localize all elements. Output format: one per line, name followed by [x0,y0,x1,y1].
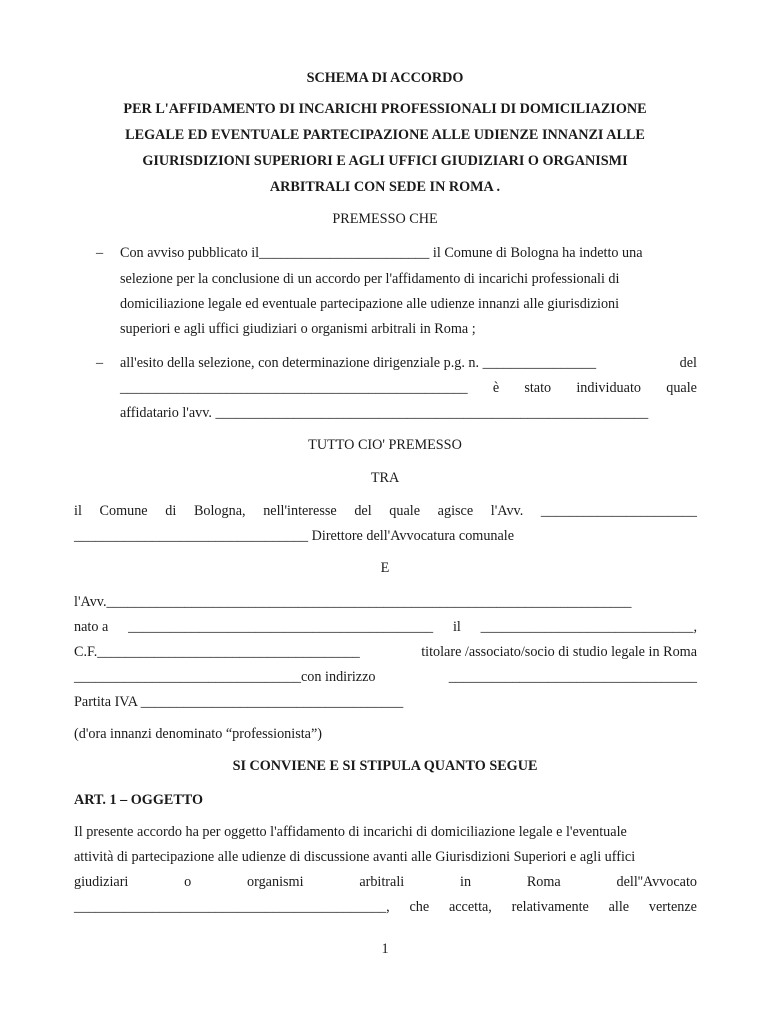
tutto-premesso-heading: TUTTO CIO' PREMESSO [308,437,462,453]
art1-line-2: attività di partecipazione alle udienze di discussione avanti alle Giurisdizioni Superiori e agli uffici [74,849,636,865]
title-line-5: ARBITRALI CON SEDE IN ROMA . [269,179,501,195]
text-fragment: l'Avv. [490,503,524,519]
bullet-1-line-4: superiori e agli uffici giudiziari o organismi arbitrali in Roma ; [120,321,476,337]
bullet-1-line-2: selezione per la conclusione di un accordo per l'affidamento di incarichi professionali di [120,271,620,287]
text-fragment: agisce [437,503,474,519]
comune-line-1 [74,504,697,518]
bullet-2-line-1 [120,356,697,370]
avv-line-4 [74,670,697,684]
text-fragment: in [460,874,472,890]
text-fragment: nato a [74,619,109,635]
text-fragment: ______________________ [540,503,697,519]
text-fragment: del [679,355,697,371]
title-line-1: SCHEMA DI ACCORDO [306,70,464,86]
text-fragment: vertenze [648,899,697,915]
text-fragment: ____________________________________________, [74,899,390,915]
text-fragment: di [165,503,177,519]
text-fragment: dell''Avvocato [616,874,697,890]
text-fragment: quale [666,380,697,396]
text-fragment: Comune [99,503,148,519]
text-fragment: giudiziari [74,874,129,890]
text-fragment: Roma [526,874,561,890]
tra-heading: TRA [370,470,400,486]
page-number: 1 [381,941,389,957]
text-fragment: C.F._____________________________________ [74,644,360,660]
text-fragment: che [409,899,430,915]
text-fragment: ________________________________con indirizzo [74,669,376,685]
bullet-2-line-3: affidatario l'avv. _____________________________________________________________ [120,405,649,421]
text-fragment: il [452,619,461,635]
art1-line-4 [74,900,697,914]
conviene-heading: SI CONVIENE E SI STIPULA QUANTO SEGUE [232,758,538,774]
text-fragment: ___________________________________ [448,669,697,685]
text-fragment: arbitrali [359,874,405,890]
text-fragment: è [492,380,500,396]
text-fragment: relativamente [511,899,589,915]
bullet-1-line-3: domiciliazione legale ed eventuale partecipazione alle udienze innanzi alle giurisdizioni [120,296,620,312]
avv-line-1: l'Avv.__________________________________________________________________________ [74,594,632,610]
text-fragment: nell'interesse [263,503,337,519]
bullet-1-dash: – [96,245,104,261]
text-fragment: o [184,874,192,890]
text-fragment: titolare /associato/socio di studio legale in Roma [421,644,697,660]
bullet-2-line-2 [120,381,697,395]
art1-line-3 [74,875,697,889]
avv-line-5: Partita IVA _____________________________________ [74,694,404,710]
title-line-2: PER L'AFFIDAMENTO DI INCARICHI PROFESSIONALI DI DOMICILIAZIONE [123,101,647,117]
avv-line-6: (d'ora innanzi denominato “professionista”) [74,726,322,742]
comune-line-2: _________________________________ Direttore dell'Avvocatura comunale [74,528,515,544]
text-fragment: individuato [576,380,641,396]
text-fragment: il [74,503,82,519]
premesso-heading: PREMESSO CHE [332,211,438,227]
text-fragment: all'esito della selezione, con determinazione dirigenziale p.g. n. ________________ [120,355,597,371]
text-fragment: ______________________________, [480,619,697,635]
text-fragment: accetta, [448,899,492,915]
text-fragment: organismi [247,874,304,890]
text-fragment: quale [389,503,421,519]
text-fragment: _________________________________________________ [120,380,468,396]
text-fragment: stato [524,380,552,396]
text-fragment: Bologna, [193,503,246,519]
title-line-4: GIURISDIZIONI SUPERIORI E AGLI UFFICI GIUDIZIARI O ORGANISMI [142,153,628,169]
art1-line-1: Il presente accordo ha per oggetto l'affidamento di incarichi di domiciliazione legale e l'eventuale [74,824,627,840]
text-fragment: ___________________________________________ [128,619,434,635]
avv-line-3 [74,645,697,659]
title-line-3: LEGALE ED EVENTUALE PARTECIPAZIONE ALLE UDIENZE INNANZI ALLE [125,127,645,143]
text-fragment: del [354,503,372,519]
e-heading: E [380,560,390,576]
text-fragment: alle [608,899,630,915]
art1-heading: ART. 1 – OGGETTO [74,792,204,808]
bullet-2-dash: – [96,355,104,371]
bullet-1-line-1: Con avviso pubblicato il________________________ il Comune di Bologna ha indetto una [120,245,643,261]
avv-line-2 [74,620,697,634]
